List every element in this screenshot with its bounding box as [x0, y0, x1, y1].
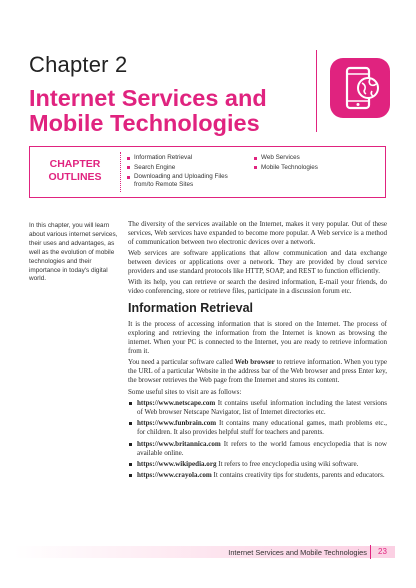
site-description: It contains many educational games, math problems etc., for children. It also provides helpful stuff for teachers and parents.: [137, 419, 387, 437]
sidebar-note: In this chapter, you will learn about various internet services, their uses and advantages, as well as the evolution of mobile technologies and their importance in today's digital world.: [29, 222, 118, 283]
section-paragraph: [128, 358, 387, 385]
chapter-outlines-box: [29, 146, 386, 198]
site-url: https://www.britannica.com: [137, 439, 221, 448]
outlines-title: CHAPTER OUTLINES: [48, 158, 102, 183]
intro-paragraph: With its help, you can retrieve or search the desired information, E-mail your friends, do video conferencing, store or retrieve files, participate in a discussion forum etc.: [128, 278, 387, 296]
paragraph-text: to retrieve information. When you type the URL of a particular Website in the address bar of the Web browser and press Enter key, the browser retrieves the Web page from the Internet and stores its content.: [128, 358, 388, 385]
mobile-globe-icon: [330, 58, 390, 118]
list-item: [128, 419, 387, 437]
footer-separator: [370, 545, 371, 559]
outlines-separator: [120, 152, 121, 192]
site-url: https://www.wikipedia.org: [137, 459, 217, 468]
header-divider: [316, 50, 317, 132]
site-url: https://www.crayola.com: [137, 471, 212, 480]
site-description: It refers to the world famous encyclopedia that is now available online.: [137, 439, 387, 457]
sites-list: [128, 399, 387, 480]
outlines-column-1: [126, 154, 238, 191]
outlines-column-2: [253, 154, 373, 173]
intro-paragraph: Web services are software applications that allow communication and data exchange between devices or applications over a network. They are provided by cloud service providers and use standard protocols like HTTP, SOAP, and REST to function efficiently.: [128, 249, 387, 276]
site-description: It contains creativity tips for students, parents and educators.: [211, 471, 385, 480]
outline-item: Web Services: [253, 154, 373, 162]
outline-item: Search Engine: [126, 164, 238, 172]
intro-paragraph: The diversity of the services available on the Internet, makes it very popular. Out of these services, Web services have expanded to become more popular. A Web service is a method of communication between two electronic devices over a network.: [128, 220, 387, 246]
site-url: https://www.netscape.com: [137, 399, 216, 407]
chapter-label: Chapter 2: [29, 52, 128, 77]
list-item: [128, 440, 387, 458]
site-description: It contains useful information including the latest versions of Web browser Netscape Navigator, list of Internet directories etc.: [137, 399, 387, 416]
list-item: [128, 471, 387, 480]
section-paragraph: It is the process of accessing information that is stored on the Internet. The process of exploring and retrieving the information from the Internet is known as browsing the internet. When your PC is connected to the Internet, you are ready to retrieve information from it.: [128, 320, 387, 355]
main-content: [128, 220, 387, 483]
outline-item: Downloading and Uploading Files from/to Remote Sites: [126, 173, 238, 189]
paragraph-text: You need a particular software called: [128, 358, 235, 367]
outline-item: Information Retrieval: [126, 154, 238, 162]
outline-item: Mobile Technologies: [253, 164, 373, 172]
term-web-browser: Web browser: [234, 358, 275, 367]
page-number: 23: [378, 547, 387, 556]
section-heading: Information Retrieval: [128, 301, 254, 316]
list-item: [128, 399, 387, 417]
site-description: It refers to free encyclopedia using wiki software.: [216, 459, 359, 468]
section-paragraph: Some useful sites to visit are as follows:: [128, 387, 242, 396]
footer-title: Internet Services and Mobile Technologies: [228, 548, 367, 557]
chapter-title: Internet Services and Mobile Technologies: [29, 85, 267, 136]
list-item: [128, 460, 387, 469]
site-url: https://www.funbrain.com: [137, 419, 217, 428]
